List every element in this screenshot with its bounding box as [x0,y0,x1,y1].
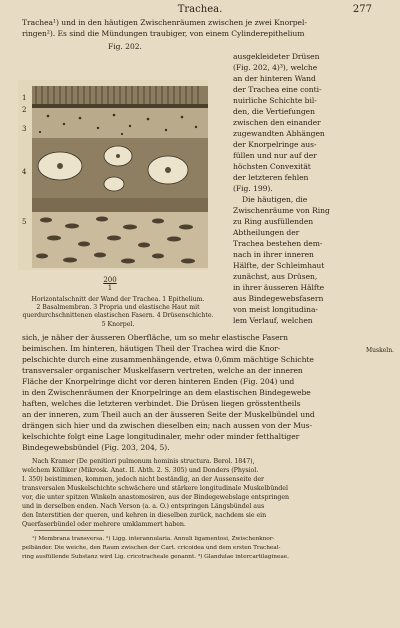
figure-illustration [18,80,208,270]
text-line: welchem Kölliker (Mikrosk. Anat. II. Abth. 2. S. 305) und Donders (Physiol. [22,467,259,474]
figure-marker: 5 [22,218,27,226]
text-line: aus Bindegewebsfasern [233,294,324,303]
text-line: und in derselben enden. Nach Verson (a. a. O.) entspringen Längsbündel aus [22,503,265,510]
text-line: transversaler organischer Muskelfasern vertreten, welche an der inneren [22,366,303,375]
footnote-line: ¹) Membrana transversa. ²) Ligg. interannularia. Annuli ligamentosi, Zwischenknor- [32,536,275,542]
scale-value: 200 [103,276,117,284]
caption-line: querdurchschnittenen elastischen Fasern. 4 Drüsenschichte. [22,312,214,320]
text-line: pelschichte durch eine zusammenhängende, etwa 0,6mm mächtige Schichte [22,355,314,364]
scale-sub: 1 [107,284,113,292]
text-line: Die häutigen, die [242,195,308,204]
caption-line: Horizontalschnitt der Wand der Trachea. 1 Epithelium. [31,296,205,303]
text-line: füllen und nur auf der [233,151,317,160]
text-line: zu Ring ausfüllenden [233,217,314,226]
text-line: (Fig. 199). [233,184,273,193]
scale-indicator [100,276,120,292]
text-line: der Trachea eine conti- [233,85,322,94]
figure-caption [14,296,222,329]
running-header [0,4,400,18]
text-line: zugewandten Abhängen [233,129,325,138]
text-line: an der inneren, zum Theil auch an der äusseren Seite der Muskelbündel und [22,410,315,419]
text-line: transversalen Muskelschichte schwächere und stärkere longitudinale Muskelbündel [22,485,288,492]
page-number: 277 [352,4,372,15]
text-line: der Knorpelringe aus- [233,140,317,149]
text-line: der letzteren fehlen [233,173,309,182]
text-line: in ihrer äusseren Hälfte [233,283,325,292]
text-line: Hälfte, der Schleimhaut [233,261,325,270]
text-line: von meist longitudina- [233,305,318,314]
text-line: an der hinteren Wand [233,74,316,83]
text-line: nach in ihrer inneren [233,250,314,259]
figure-marker: 4 [22,168,27,176]
text-line: lem Verlauf, welchen [233,316,313,325]
text-line: Fläche der Knorpelringe dicht vor deren hinteren Enden (Fig. 204) und [22,377,295,386]
footnote-line: pelbänder. Die weiche, den Raum zwischen der Cart. cricoidea und dem ersten Tracheal- [22,545,281,551]
text-line: ringen²). Es sind die Mündungen traubiger, von einem Cylinderepithelium [22,29,305,38]
text-line: Zwischenräume von Ring [233,206,330,215]
margin-note: Muskeln. [366,347,394,354]
text-line: haften, welches die letzteren verbindet. Die Drüsen liegen grösstentheils [22,399,301,408]
footnote-rule [34,530,104,531]
text-line: Nach Kramer (De penitiori pulmonum hominis structura. Berol. 1847), [32,458,255,465]
text-line: vor, die unter spitzen Winkeln anastomosiren, aus der Bindegewebslage entspringen [22,494,290,501]
text-line: Bindegewebsbündel (Fig. 203, 204, 5). [22,443,170,452]
figure-marker: 2 [22,106,27,114]
text-line: nuirliche Schichte bil- [233,96,317,105]
text-line: (Fig. 202, 4)³), welche [233,63,318,72]
figure-marker: 3 [22,125,27,133]
text-line: zunächst, aus Drüsen, [233,272,318,281]
figure-marker: 1 [22,94,27,102]
text-line: beimischen. Im hinteren, häutigen Theil der Trachea wird die Knor- [22,344,281,353]
text-line: höchsten Convexität [233,162,311,171]
running-title: Trachea. [177,4,223,15]
caption-line: 5 Knorpel. [101,320,135,328]
figure-label: Fig. 202. [108,42,142,51]
text-line: den Interstitien der queren, und kehren in dieselben zurück, nachdem sie ein [22,512,267,519]
text-line: I. 350) beistimmen, kommen, jedoch nicht beständig, an der Aussenseite der [22,476,264,483]
text-line: ausgekleideter Drüsen [233,52,320,61]
text-line: drängen sich hier und da zwischen dieselben ein; nach aussen von der Mus- [22,421,313,430]
caption-line: 2 Basalmembran. 3 Propria und elastische Haut mit [36,304,200,312]
text-line: kelschichte folgt eine Lage longitudinaler, mehr oder minder fetthaltiger [22,432,300,441]
text-line: Querfaserbündel oder mehrere umklammert haben. [22,521,186,528]
text-line: zwischen den einander [233,118,321,127]
text-line: Trachea bestehen dem- [233,239,323,248]
histology-drawing [18,80,208,270]
text-line: in den Zwischenräumen der Knorpelringe an dem elastischen Bindegewebe [22,388,311,397]
text-line: sich, je näher der äusseren Oberfläche, um so mehr elastische Fasern [22,333,288,342]
footnote-line: ring ausfüllende Substanz wird Lig. cricotracheale genannt. ³) Glandulae intercartilagineae. [22,554,289,560]
text-line: Trachea¹) und in den häutigen Zwischenräumen zwischen je zwei Knorpel- [22,18,307,27]
text-line: den, die Vertiefungen [233,107,315,116]
text-line: Abtheilungen der [233,228,300,237]
